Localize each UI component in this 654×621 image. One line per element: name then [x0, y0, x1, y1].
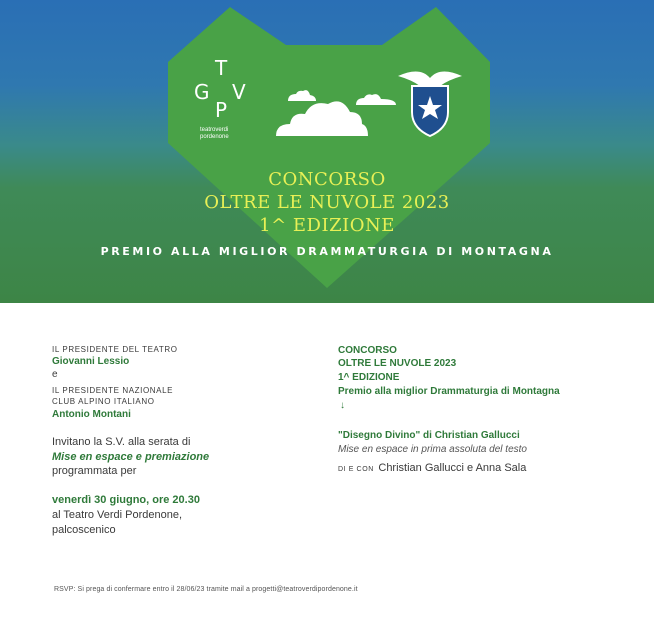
play-credits-prefix: DI E CON [338, 466, 374, 473]
headline-prize: PREMIO ALLA MIGLIOR DRAMMATURGIA DI MONTAGNA [100, 245, 554, 258]
invite-scheduled: programmata per [52, 465, 137, 477]
invite-event: Mise en espace e premiazione [52, 451, 210, 463]
header-banner [0, 0, 654, 303]
play-title: "Disegno Divino" di Christian Gallucci [338, 430, 520, 441]
play-credits-names: Christian Gallucci e Anna Sala [378, 462, 527, 474]
event-date: venerdì 30 giugno, ore 20.30 [52, 494, 200, 506]
right-concorso: CONCORSO [338, 345, 397, 356]
headline-edition: 1^ EDIZIONE [259, 215, 395, 236]
rsvp-note: RSVP: Si prega di confermare entro il 28/06/23 tramite mail a progetti@teatroverdipordenone.it [54, 586, 358, 593]
right-prize: Premio alla miglior Drammaturgia di Montagna [338, 386, 560, 397]
logo-subtitle: teatroverdi pordenone [200, 127, 229, 140]
right-title: OLTRE LE NUVOLE 2023 [338, 358, 457, 369]
logo-letter-g: G [194, 80, 210, 104]
venue-line-2: palcoscenico [52, 524, 116, 536]
presidente-cai-label-2: CLUB ALPINO ITALIANO [52, 397, 155, 406]
presidente-teatro-name: Giovanni Lessio [52, 356, 130, 367]
presidente-teatro-label: IL PRESIDENTE DEL TEATRO [52, 345, 178, 354]
headline-title: OLTRE LE NUVOLE 2023 [204, 192, 450, 213]
invite-text: Invitano la S.V. alla serata di [52, 436, 191, 448]
venue-line-1: al Teatro Verdi Pordenone, [52, 509, 183, 521]
arrow-down-icon: ↓ [340, 400, 345, 411]
presidente-cai-name: Antonio Montani [52, 409, 131, 420]
conjunction: e [52, 369, 58, 380]
presidente-cai-label-1: IL PRESIDENTE NAZIONALE [52, 386, 174, 395]
logo-letter-v: V [232, 80, 246, 104]
logo-letter-p: P [215, 98, 228, 122]
logo-letter-t: T [215, 56, 228, 80]
play-credits-row [338, 458, 526, 476]
headline-concorso: CONCORSO [268, 169, 386, 190]
play-description: Mise en espace in prima assoluta del testo [338, 444, 527, 455]
right-edition: 1^ EDIZIONE [338, 372, 400, 383]
